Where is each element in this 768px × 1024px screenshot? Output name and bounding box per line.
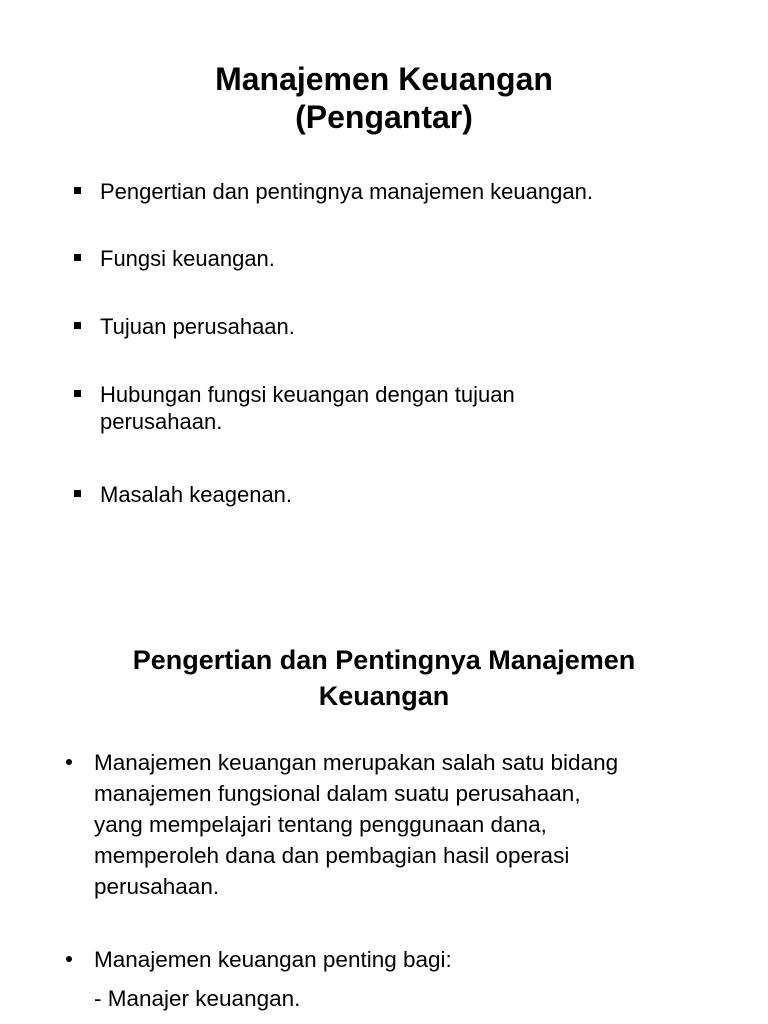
list-item-text-continued: perusahaan. [100, 409, 223, 434]
square-bullet-icon [74, 322, 81, 329]
slide-title [0, 60, 768, 136]
title-line-1: Pengertian dan Pentingnya Manajemen [132, 645, 636, 675]
list-item-text: Fungsi keuangan. [100, 246, 275, 271]
square-bullet-icon [74, 254, 81, 261]
square-bullet-icon [74, 390, 81, 397]
title-line-1: Manajemen Keuangan [215, 61, 553, 97]
round-bullet-icon [66, 759, 72, 765]
list-item-text: Tujuan perusahaan. [100, 314, 295, 339]
slide-definition [0, 620, 768, 1024]
list-item [100, 381, 720, 435]
list-item [100, 178, 720, 205]
list-item [100, 313, 720, 340]
title-line-2: Keuangan [318, 681, 450, 711]
list-item-text: Hubungan fungsi keuangan dengan tujuan [100, 382, 515, 407]
list-item [100, 245, 720, 272]
paragraph-line: Manajemen keuangan merupakan salah satu bidang [94, 750, 619, 775]
square-bullet-icon [74, 490, 81, 497]
list-item-text: Pengertian dan pentingnya manajemen keuangan. [100, 179, 593, 204]
list-item [94, 944, 734, 1014]
list-item [100, 481, 720, 508]
paragraph-line: perusahaan. [94, 874, 220, 899]
paragraph-line: yang mempelajari tentang penggunaan dana, [94, 812, 547, 837]
list-item [94, 747, 734, 902]
sub-list-item: - Manajer keuangan. [94, 986, 301, 1011]
title-line-2: (Pengantar) [295, 99, 473, 135]
slide-title [0, 642, 768, 714]
list-item-text: Manajemen keuangan penting bagi: [94, 947, 452, 972]
paragraph-line: manajemen fungsional dalam suatu perusahaan, [94, 781, 581, 806]
square-bullet-icon [74, 187, 81, 194]
paragraph-line: memperoleh dana dan pembagian hasil operasi [94, 843, 570, 868]
round-bullet-icon [66, 956, 72, 962]
list-item-text: Masalah keagenan. [100, 482, 293, 507]
